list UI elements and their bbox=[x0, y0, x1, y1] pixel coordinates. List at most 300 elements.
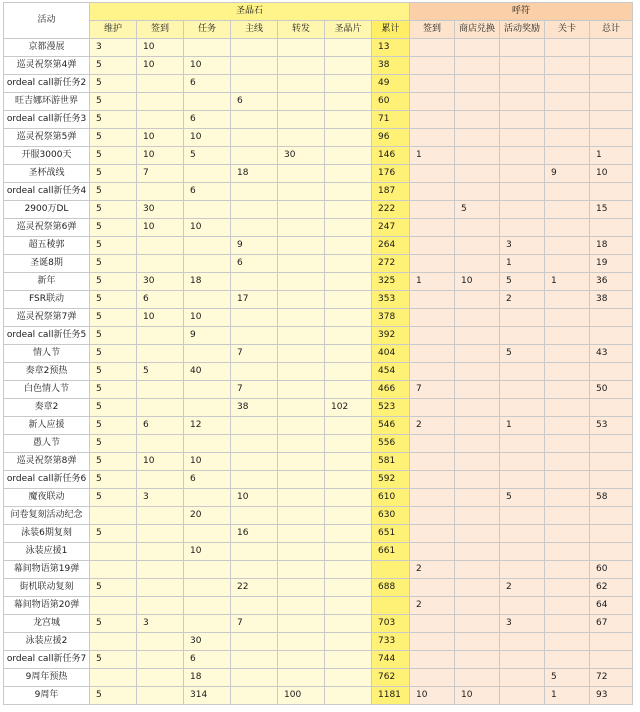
quartz-cell bbox=[231, 183, 278, 201]
quartz-cell bbox=[137, 93, 184, 111]
quartz-total-cell: 176 bbox=[372, 165, 410, 183]
table-row bbox=[4, 219, 633, 237]
table-row bbox=[4, 255, 633, 273]
ticket-cell bbox=[500, 39, 545, 57]
activity-name: 开服3000天 bbox=[4, 147, 90, 165]
quartz-total-cell: 146 bbox=[372, 147, 410, 165]
ticket-cell bbox=[410, 39, 455, 57]
ticket-cell bbox=[410, 525, 455, 543]
ticket-cell: 7 bbox=[410, 381, 455, 399]
ticket-cell bbox=[410, 129, 455, 147]
ticket-cell bbox=[410, 507, 455, 525]
quartz-total-cell: 272 bbox=[372, 255, 410, 273]
ticket-total-cell: 19 bbox=[590, 255, 633, 273]
activity-name: 9周年预热 bbox=[4, 669, 90, 687]
sub-header: 任务 bbox=[184, 21, 231, 39]
quartz-cell bbox=[231, 219, 278, 237]
quartz-cell bbox=[137, 111, 184, 129]
quartz-cell bbox=[278, 255, 325, 273]
sub-header: 圣晶片 bbox=[325, 21, 372, 39]
quartz-cell: 5 bbox=[90, 273, 137, 291]
ticket-total-cell bbox=[590, 525, 633, 543]
ticket-total-cell: 38 bbox=[590, 291, 633, 309]
quartz-total-cell: 733 bbox=[372, 633, 410, 651]
ticket-cell bbox=[455, 39, 500, 57]
activity-name: 新年 bbox=[4, 273, 90, 291]
quartz-cell bbox=[278, 291, 325, 309]
ticket-cell: 9 bbox=[545, 165, 590, 183]
table-row bbox=[4, 273, 633, 291]
quartz-cell: 6 bbox=[137, 417, 184, 435]
ticket-cell: 2 bbox=[500, 579, 545, 597]
ticket-cell bbox=[410, 633, 455, 651]
quartz-cell bbox=[231, 327, 278, 345]
table-row bbox=[4, 345, 633, 363]
quartz-cell: 6 bbox=[231, 93, 278, 111]
table-row bbox=[4, 129, 633, 147]
ticket-cell bbox=[545, 633, 590, 651]
table-row bbox=[4, 183, 633, 201]
ticket-cell bbox=[410, 363, 455, 381]
ticket-cell bbox=[455, 579, 500, 597]
table-row bbox=[4, 525, 633, 543]
activity-name: 奏章2预热 bbox=[4, 363, 90, 381]
ticket-cell bbox=[545, 345, 590, 363]
ticket-cell bbox=[500, 165, 545, 183]
ticket-cell bbox=[455, 237, 500, 255]
ticket-cell bbox=[500, 147, 545, 165]
quartz-total-cell: 222 bbox=[372, 201, 410, 219]
quartz-cell: 6 bbox=[184, 183, 231, 201]
quartz-cell: 30 bbox=[137, 273, 184, 291]
quartz-total-cell: 71 bbox=[372, 111, 410, 129]
sub-header-total: 总计 bbox=[590, 21, 633, 39]
quartz-cell bbox=[325, 237, 372, 255]
quartz-cell bbox=[278, 597, 325, 615]
sub-header: 签到 bbox=[410, 21, 455, 39]
ticket-cell bbox=[500, 435, 545, 453]
quartz-cell bbox=[278, 219, 325, 237]
quartz-cell bbox=[231, 57, 278, 75]
quartz-cell bbox=[184, 615, 231, 633]
ticket-total-cell: 53 bbox=[590, 417, 633, 435]
quartz-cell bbox=[278, 417, 325, 435]
quartz-total-cell: 523 bbox=[372, 399, 410, 417]
ticket-cell bbox=[545, 201, 590, 219]
ticket-cell bbox=[500, 57, 545, 75]
ticket-cell: 1 bbox=[500, 255, 545, 273]
activity-name: 魔夜联动 bbox=[4, 489, 90, 507]
table-row bbox=[4, 507, 633, 525]
quartz-cell: 3 bbox=[90, 39, 137, 57]
quartz-cell bbox=[231, 309, 278, 327]
quartz-cell bbox=[325, 309, 372, 327]
ticket-cell bbox=[455, 129, 500, 147]
ticket-total-cell bbox=[590, 633, 633, 651]
quartz-total-cell: 630 bbox=[372, 507, 410, 525]
ticket-cell bbox=[545, 507, 590, 525]
ticket-cell bbox=[410, 453, 455, 471]
ticket-cell bbox=[545, 309, 590, 327]
quartz-cell bbox=[325, 471, 372, 489]
ticket-cell bbox=[545, 219, 590, 237]
ticket-cell bbox=[545, 435, 590, 453]
quartz-cell bbox=[137, 75, 184, 93]
ticket-total-cell bbox=[590, 543, 633, 561]
quartz-cell bbox=[231, 129, 278, 147]
ticket-cell bbox=[545, 399, 590, 417]
ticket-cell bbox=[455, 471, 500, 489]
quartz-cell bbox=[325, 633, 372, 651]
activity-name: 圣杯战线 bbox=[4, 165, 90, 183]
activity-name: 巡灵祝祭第6弹 bbox=[4, 219, 90, 237]
header-saint-quartz: 圣晶石 bbox=[90, 3, 410, 21]
quartz-cell: 3 bbox=[137, 615, 184, 633]
ticket-total-cell: 1 bbox=[590, 147, 633, 165]
ticket-cell bbox=[545, 237, 590, 255]
quartz-cell: 5 bbox=[90, 129, 137, 147]
quartz-cell: 16 bbox=[231, 525, 278, 543]
ticket-cell bbox=[410, 93, 455, 111]
table-row bbox=[4, 633, 633, 651]
ticket-cell bbox=[500, 543, 545, 561]
quartz-cell bbox=[184, 93, 231, 111]
quartz-cell: 5 bbox=[90, 525, 137, 543]
resource-table-container bbox=[3, 2, 633, 705]
quartz-cell: 5 bbox=[90, 579, 137, 597]
quartz-cell bbox=[137, 651, 184, 669]
ticket-cell bbox=[500, 363, 545, 381]
quartz-cell: 314 bbox=[184, 687, 231, 705]
ticket-cell bbox=[410, 237, 455, 255]
table-row bbox=[4, 363, 633, 381]
quartz-cell bbox=[184, 201, 231, 219]
ticket-total-cell bbox=[590, 327, 633, 345]
quartz-cell bbox=[325, 543, 372, 561]
ticket-cell bbox=[500, 381, 545, 399]
sub-header: 主线 bbox=[231, 21, 278, 39]
ticket-cell bbox=[455, 309, 500, 327]
ticket-cell bbox=[500, 75, 545, 93]
ticket-total-cell bbox=[590, 453, 633, 471]
ticket-cell bbox=[500, 669, 545, 687]
quartz-cell bbox=[137, 471, 184, 489]
quartz-cell bbox=[137, 237, 184, 255]
quartz-cell: 10 bbox=[137, 309, 184, 327]
ticket-cell bbox=[410, 651, 455, 669]
ticket-cell bbox=[455, 543, 500, 561]
header-row-groups bbox=[4, 3, 633, 21]
ticket-cell bbox=[410, 183, 455, 201]
ticket-cell bbox=[545, 291, 590, 309]
ticket-cell: 5 bbox=[500, 489, 545, 507]
quartz-total-cell: 546 bbox=[372, 417, 410, 435]
ticket-cell bbox=[410, 669, 455, 687]
activity-name: 愚人节 bbox=[4, 435, 90, 453]
table-row bbox=[4, 489, 633, 507]
table-row bbox=[4, 651, 633, 669]
ticket-total-cell: 50 bbox=[590, 381, 633, 399]
ticket-cell bbox=[545, 129, 590, 147]
quartz-cell bbox=[278, 75, 325, 93]
quartz-cell bbox=[325, 93, 372, 111]
ticket-cell bbox=[545, 561, 590, 579]
quartz-cell: 10 bbox=[184, 219, 231, 237]
ticket-cell: 5 bbox=[500, 273, 545, 291]
quartz-total-cell: 1181 bbox=[372, 687, 410, 705]
quartz-cell: 6 bbox=[137, 291, 184, 309]
quartz-cell bbox=[278, 57, 325, 75]
ticket-cell bbox=[410, 255, 455, 273]
quartz-cell: 10 bbox=[184, 309, 231, 327]
resource-table bbox=[3, 2, 633, 705]
ticket-cell bbox=[410, 399, 455, 417]
ticket-cell bbox=[545, 453, 590, 471]
ticket-total-cell: 15 bbox=[590, 201, 633, 219]
ticket-total-cell: 93 bbox=[590, 687, 633, 705]
quartz-total-cell: 762 bbox=[372, 669, 410, 687]
activity-name: 圣诞8期 bbox=[4, 255, 90, 273]
table-row bbox=[4, 237, 633, 255]
quartz-cell bbox=[231, 633, 278, 651]
quartz-cell bbox=[184, 561, 231, 579]
quartz-cell bbox=[184, 579, 231, 597]
quartz-cell bbox=[278, 471, 325, 489]
ticket-total-cell bbox=[590, 93, 633, 111]
quartz-total-cell: 404 bbox=[372, 345, 410, 363]
quartz-cell: 22 bbox=[231, 579, 278, 597]
ticket-cell bbox=[500, 309, 545, 327]
ticket-cell bbox=[545, 111, 590, 129]
quartz-cell bbox=[184, 345, 231, 363]
ticket-cell bbox=[455, 219, 500, 237]
quartz-cell: 17 bbox=[231, 291, 278, 309]
ticket-cell bbox=[545, 39, 590, 57]
activity-name: ordeal call新任务4 bbox=[4, 183, 90, 201]
quartz-cell bbox=[231, 597, 278, 615]
table-row bbox=[4, 615, 633, 633]
ticket-cell bbox=[455, 57, 500, 75]
quartz-cell bbox=[137, 345, 184, 363]
quartz-cell bbox=[137, 597, 184, 615]
ticket-cell bbox=[455, 633, 500, 651]
quartz-total-cell: 60 bbox=[372, 93, 410, 111]
ticket-cell: 2 bbox=[500, 291, 545, 309]
quartz-cell: 5 bbox=[184, 147, 231, 165]
quartz-cell bbox=[325, 273, 372, 291]
ticket-cell bbox=[545, 615, 590, 633]
activity-name: ordeal call新任务7 bbox=[4, 651, 90, 669]
ticket-cell bbox=[545, 381, 590, 399]
quartz-cell: 5 bbox=[90, 75, 137, 93]
quartz-cell bbox=[231, 543, 278, 561]
quartz-total-cell: 651 bbox=[372, 525, 410, 543]
quartz-cell: 10 bbox=[137, 39, 184, 57]
ticket-total-cell bbox=[590, 57, 633, 75]
quartz-cell: 10 bbox=[137, 129, 184, 147]
table-row bbox=[4, 75, 633, 93]
ticket-cell bbox=[545, 489, 590, 507]
ticket-total-cell: 36 bbox=[590, 273, 633, 291]
quartz-cell bbox=[278, 201, 325, 219]
table-row bbox=[4, 453, 633, 471]
quartz-cell bbox=[325, 687, 372, 705]
quartz-cell bbox=[278, 165, 325, 183]
quartz-total-cell: 13 bbox=[372, 39, 410, 57]
quartz-total-cell: 353 bbox=[372, 291, 410, 309]
quartz-cell bbox=[325, 363, 372, 381]
quartz-cell bbox=[137, 687, 184, 705]
table-row bbox=[4, 561, 633, 579]
ticket-cell: 10 bbox=[455, 273, 500, 291]
quartz-cell bbox=[278, 561, 325, 579]
ticket-cell bbox=[455, 345, 500, 363]
ticket-cell bbox=[500, 219, 545, 237]
quartz-cell: 5 bbox=[90, 93, 137, 111]
ticket-cell bbox=[455, 93, 500, 111]
ticket-cell bbox=[500, 597, 545, 615]
quartz-cell bbox=[325, 147, 372, 165]
quartz-cell bbox=[231, 669, 278, 687]
ticket-cell bbox=[455, 147, 500, 165]
ticket-cell bbox=[500, 129, 545, 147]
quartz-cell bbox=[231, 273, 278, 291]
quartz-cell: 10 bbox=[137, 147, 184, 165]
ticket-cell: 10 bbox=[455, 687, 500, 705]
quartz-cell: 20 bbox=[184, 507, 231, 525]
ticket-cell bbox=[410, 435, 455, 453]
quartz-cell bbox=[325, 489, 372, 507]
quartz-cell bbox=[325, 507, 372, 525]
ticket-cell bbox=[500, 651, 545, 669]
quartz-cell: 5 bbox=[90, 651, 137, 669]
table-row bbox=[4, 327, 633, 345]
quartz-cell: 5 bbox=[90, 471, 137, 489]
quartz-cell: 30 bbox=[278, 147, 325, 165]
quartz-cell bbox=[278, 579, 325, 597]
ticket-cell bbox=[455, 669, 500, 687]
quartz-cell bbox=[278, 615, 325, 633]
sub-header-total: 累计 bbox=[372, 21, 410, 39]
quartz-total-cell: 556 bbox=[372, 435, 410, 453]
quartz-cell bbox=[184, 435, 231, 453]
ticket-cell bbox=[545, 525, 590, 543]
ticket-cell: 1 bbox=[410, 273, 455, 291]
ticket-cell: 2 bbox=[410, 417, 455, 435]
quartz-total-cell: 688 bbox=[372, 579, 410, 597]
quartz-total-cell: 247 bbox=[372, 219, 410, 237]
ticket-cell: 1 bbox=[410, 147, 455, 165]
quartz-cell bbox=[325, 579, 372, 597]
ticket-total-cell bbox=[590, 75, 633, 93]
ticket-cell bbox=[455, 183, 500, 201]
sub-header: 维护 bbox=[90, 21, 137, 39]
quartz-cell bbox=[90, 561, 137, 579]
ticket-cell bbox=[500, 471, 545, 489]
table-row bbox=[4, 579, 633, 597]
quartz-total-cell bbox=[372, 561, 410, 579]
quartz-cell bbox=[325, 435, 372, 453]
quartz-cell: 5 bbox=[90, 345, 137, 363]
quartz-cell bbox=[325, 327, 372, 345]
quartz-cell bbox=[278, 39, 325, 57]
ticket-total-cell: 58 bbox=[590, 489, 633, 507]
quartz-cell bbox=[278, 381, 325, 399]
ticket-total-cell: 64 bbox=[590, 597, 633, 615]
quartz-cell bbox=[137, 435, 184, 453]
quartz-cell: 5 bbox=[90, 435, 137, 453]
ticket-cell bbox=[545, 471, 590, 489]
quartz-cell bbox=[325, 561, 372, 579]
activity-name: ordeal call新任务3 bbox=[4, 111, 90, 129]
quartz-cell bbox=[137, 561, 184, 579]
ticket-cell bbox=[545, 183, 590, 201]
quartz-cell: 12 bbox=[184, 417, 231, 435]
quartz-cell: 5 bbox=[90, 453, 137, 471]
quartz-cell: 18 bbox=[231, 165, 278, 183]
quartz-cell: 10 bbox=[184, 57, 231, 75]
quartz-cell bbox=[325, 381, 372, 399]
quartz-cell: 5 bbox=[90, 327, 137, 345]
quartz-cell bbox=[325, 39, 372, 57]
quartz-cell bbox=[325, 417, 372, 435]
activity-name: ordeal call新任务5 bbox=[4, 327, 90, 345]
ticket-total-cell bbox=[590, 111, 633, 129]
quartz-cell bbox=[278, 309, 325, 327]
ticket-total-cell: 72 bbox=[590, 669, 633, 687]
quartz-cell: 5 bbox=[90, 111, 137, 129]
ticket-cell bbox=[500, 507, 545, 525]
activity-name: 幕间物语第20弹 bbox=[4, 597, 90, 615]
ticket-total-cell: 43 bbox=[590, 345, 633, 363]
quartz-total-cell: 581 bbox=[372, 453, 410, 471]
quartz-total-cell: 49 bbox=[372, 75, 410, 93]
ticket-cell bbox=[545, 57, 590, 75]
ticket-cell bbox=[455, 399, 500, 417]
ticket-cell bbox=[410, 579, 455, 597]
ticket-total-cell bbox=[590, 309, 633, 327]
ticket-cell bbox=[410, 57, 455, 75]
quartz-cell: 30 bbox=[184, 633, 231, 651]
quartz-cell bbox=[325, 669, 372, 687]
ticket-cell bbox=[410, 489, 455, 507]
quartz-cell bbox=[137, 507, 184, 525]
quartz-cell: 5 bbox=[90, 237, 137, 255]
ticket-cell bbox=[410, 345, 455, 363]
ticket-cell bbox=[455, 75, 500, 93]
quartz-total-cell: 466 bbox=[372, 381, 410, 399]
quartz-cell bbox=[184, 597, 231, 615]
ticket-cell bbox=[500, 93, 545, 111]
quartz-cell bbox=[184, 237, 231, 255]
header-row-sub bbox=[4, 21, 633, 39]
quartz-cell bbox=[231, 687, 278, 705]
quartz-cell bbox=[278, 183, 325, 201]
ticket-cell bbox=[455, 507, 500, 525]
quartz-cell bbox=[325, 453, 372, 471]
quartz-cell bbox=[231, 561, 278, 579]
quartz-cell bbox=[278, 435, 325, 453]
ticket-cell bbox=[410, 615, 455, 633]
ticket-cell bbox=[545, 147, 590, 165]
quartz-cell: 6 bbox=[184, 471, 231, 489]
quartz-total-cell: 378 bbox=[372, 309, 410, 327]
activity-name: FSR联动 bbox=[4, 291, 90, 309]
activity-name: ordeal call新任务6 bbox=[4, 471, 90, 489]
ticket-cell bbox=[545, 543, 590, 561]
quartz-total-cell: 661 bbox=[372, 543, 410, 561]
ticket-cell bbox=[410, 201, 455, 219]
